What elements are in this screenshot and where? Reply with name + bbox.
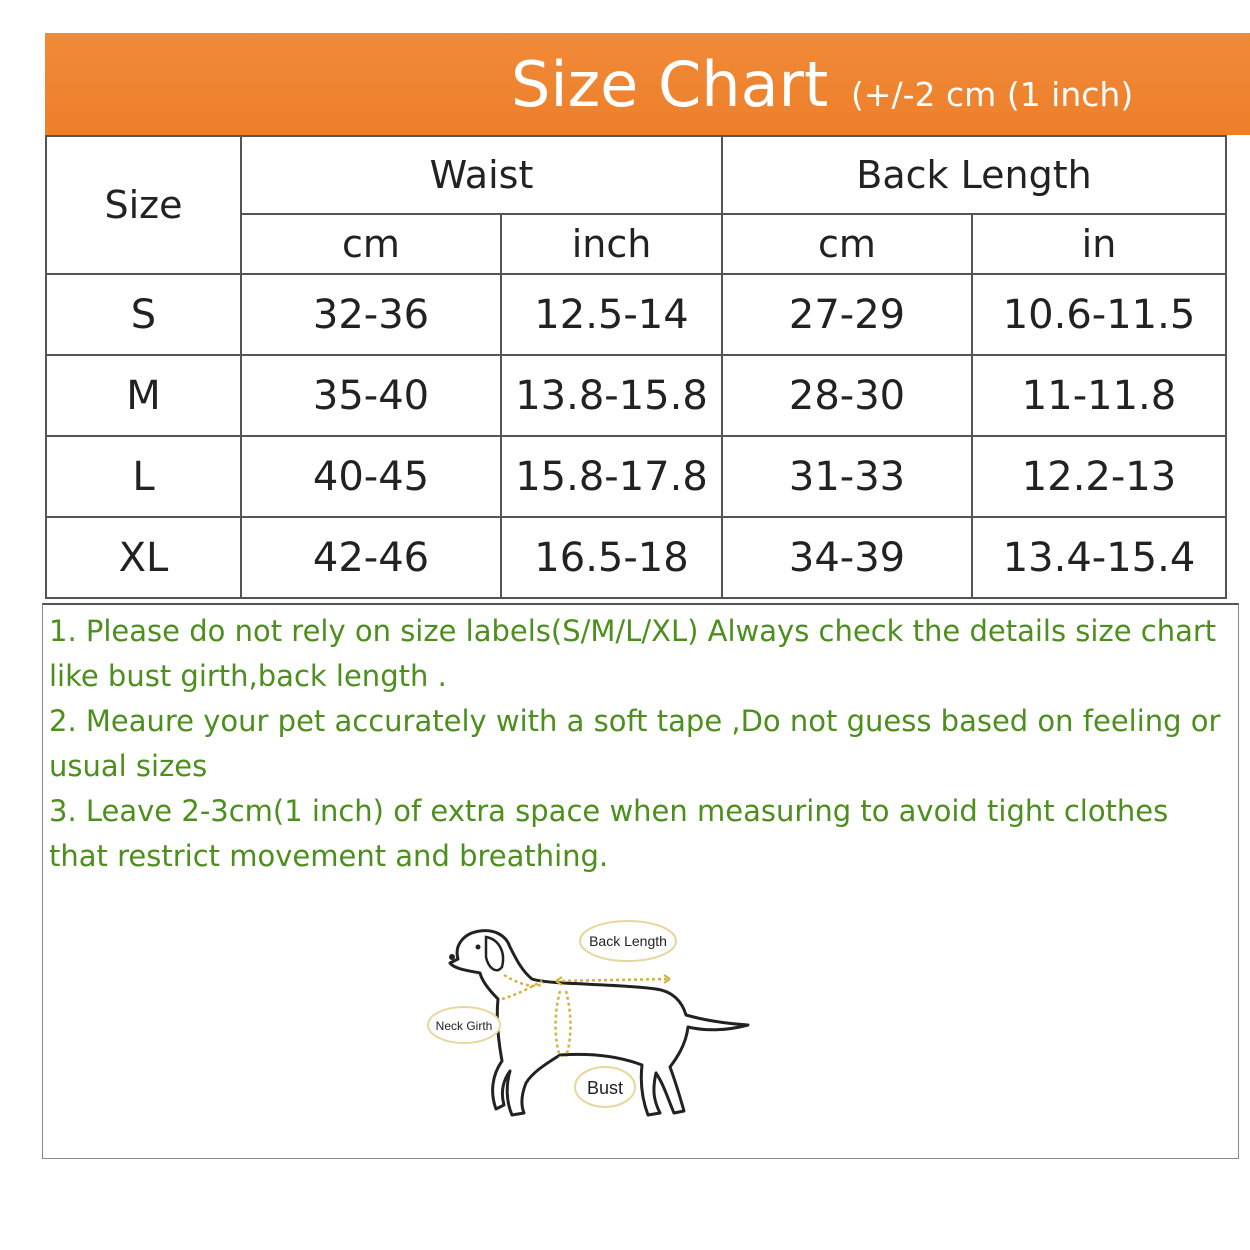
back-length-group-header: Back Length xyxy=(722,136,1226,214)
size-cell: S xyxy=(46,274,241,355)
measurement-notes xyxy=(49,609,1229,879)
back-in-cell: 12.2-13 xyxy=(972,436,1226,517)
dog-illustration xyxy=(420,915,760,1125)
back-cm-cell: 28-30 xyxy=(722,355,972,436)
neck-girth-label: Neck Girth xyxy=(435,1019,493,1033)
back-cm-cell: 31-33 xyxy=(722,436,972,517)
back-in-cell: 11-11.8 xyxy=(972,355,1226,436)
waist-inch-cell: 15.8-17.8 xyxy=(501,436,722,517)
back-in-header: in xyxy=(972,214,1226,274)
dog-nose xyxy=(449,954,455,960)
bust-label: Bust xyxy=(586,1078,624,1098)
size-cell: XL xyxy=(46,517,241,598)
back-length-line xyxy=(556,979,670,981)
table-row xyxy=(46,274,1226,355)
waist-cm-cell: 32-36 xyxy=(241,274,501,355)
waist-cm-cell: 42-46 xyxy=(241,517,501,598)
table-row xyxy=(46,517,1226,598)
waist-inch-cell: 16.5-18 xyxy=(501,517,722,598)
note-2: 2. Meaure your pet accurately with a soft tape ,Do not guess based on feeling or usual sizes xyxy=(49,704,1221,783)
waist-cm-header: cm xyxy=(241,214,501,274)
note-1: 1. Please do not rely on size labels(S/M/L/XL) Always check the details size chart like bust girth,back length . xyxy=(49,614,1217,693)
back-in-cell: 13.4-15.4 xyxy=(972,517,1226,598)
size-cell: M xyxy=(46,355,241,436)
waist-group-header: Waist xyxy=(241,136,722,214)
back-cm-cell: 27-29 xyxy=(722,274,972,355)
size-chart-header xyxy=(45,33,1250,135)
table-row xyxy=(46,436,1226,517)
back-in-cell: 10.6-11.5 xyxy=(972,274,1226,355)
waist-inch-cell: 12.5-14 xyxy=(501,274,722,355)
waist-inch-header: inch xyxy=(501,214,722,274)
tolerance-note: (+/-2 cm (1 inch) xyxy=(851,75,1134,114)
table-header-row xyxy=(46,136,1226,214)
page-title: Size Chart xyxy=(511,48,829,121)
dog-measurement-diagram xyxy=(420,915,760,1125)
table-row xyxy=(46,355,1226,436)
back-cm-cell: 34-39 xyxy=(722,517,972,598)
back-length-label: Back Length xyxy=(589,933,667,949)
size-column-header: Size xyxy=(46,136,241,274)
waist-inch-cell: 13.8-15.8 xyxy=(501,355,722,436)
back-cm-header: cm xyxy=(722,214,972,274)
waist-cm-cell: 40-45 xyxy=(241,436,501,517)
note-3: 3. Leave 2-3cm(1 inch) of extra space when measuring to avoid tight clothes that restrict movement and breathing. xyxy=(49,794,1169,873)
waist-cm-cell: 35-40 xyxy=(241,355,501,436)
size-table xyxy=(45,135,1227,599)
size-cell: L xyxy=(46,436,241,517)
dog-eye xyxy=(476,945,481,950)
